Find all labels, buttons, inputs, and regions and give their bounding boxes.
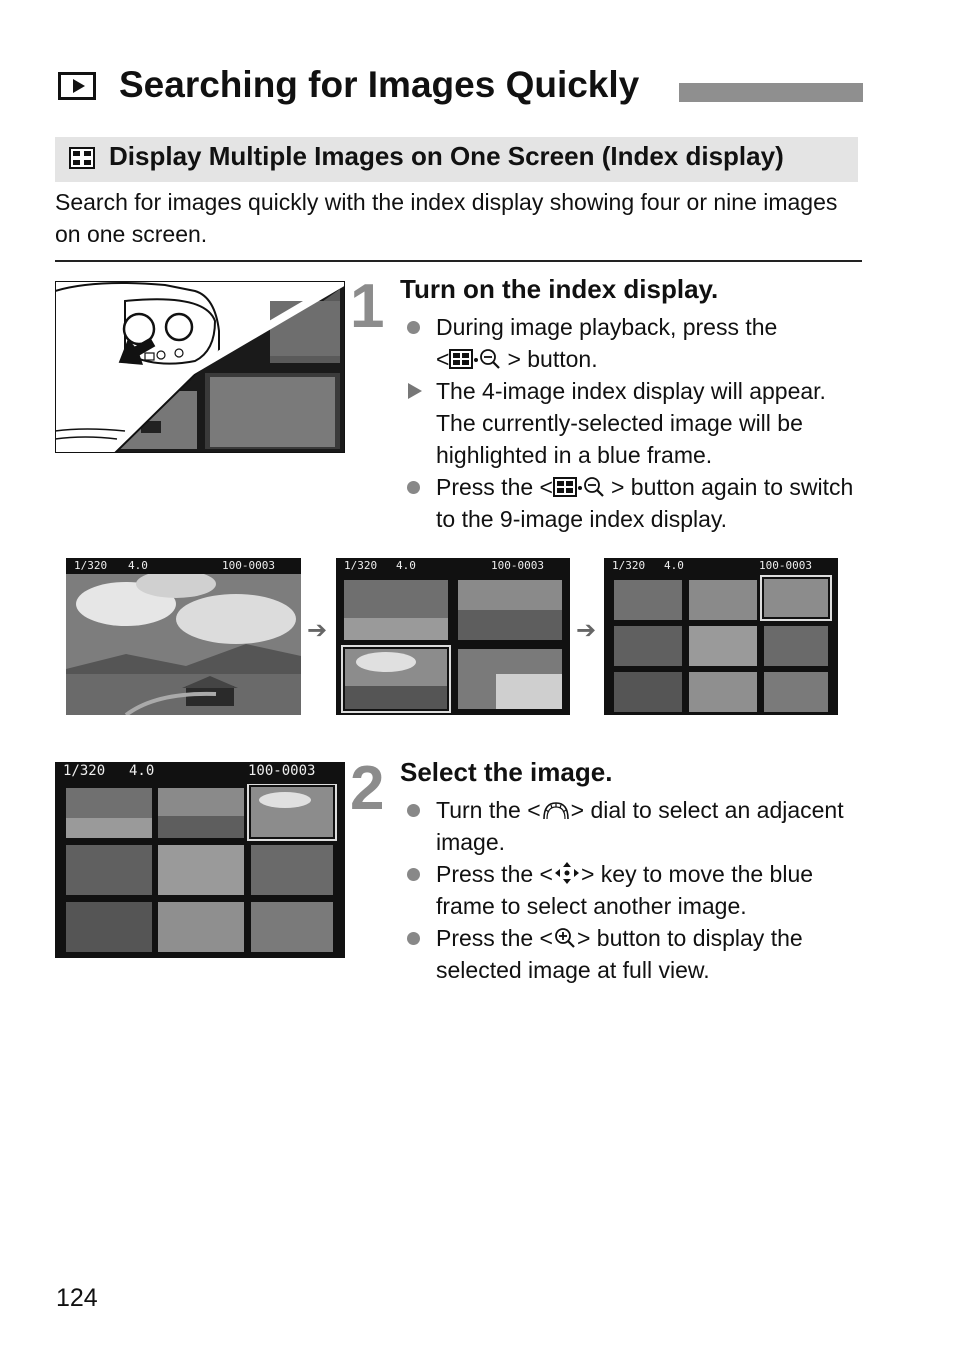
single-image-screen: [66, 558, 301, 715]
list-item: [400, 311, 865, 375]
bullet-text: Press the <: [436, 861, 553, 887]
bullet-text: The 4-image index display will appear. The currently-selected image will be highlighted in a blue frame.: [436, 378, 826, 468]
intro-text: Search for images quickly with the index display showing four or nine images on one screen.: [55, 189, 838, 247]
magnify-button-icon: [553, 927, 577, 949]
main-dial-icon: [541, 799, 571, 821]
screen-info-bar: [336, 558, 570, 574]
step-title-2: Select the image.: [400, 757, 613, 787]
cross-keys-icon: [553, 861, 581, 885]
bullet-dot: [407, 804, 420, 817]
result-arrow-icon: [408, 383, 422, 399]
list-item: [400, 794, 865, 858]
shutter-speed: 1/320: [612, 559, 646, 572]
shutter-speed: 1/320: [344, 559, 378, 572]
arrow-right-icon: ➔: [576, 617, 597, 644]
list-item: [400, 375, 865, 471]
list-item: [400, 922, 865, 986]
step-title-1: Turn on the index display.: [400, 274, 719, 304]
bullet-dot: [407, 932, 420, 945]
screen-info-bar: [66, 558, 301, 574]
aperture-value: 4.0: [396, 559, 416, 572]
four-image-index-screen: [336, 558, 570, 715]
bullet-text: Turn the <: [436, 797, 541, 823]
arrow-right-icon: ➔: [307, 617, 328, 644]
thumbnail-grid: [55, 784, 345, 958]
bullet-text: > key to move the blue frame to select another image.: [436, 861, 814, 919]
bullet-text: > dial to select an adjacent image.: [436, 797, 844, 855]
title-row: [56, 62, 866, 114]
thumbnail-grid: [336, 574, 570, 715]
screen-info-bar: [604, 558, 838, 574]
selection-index-screen: [55, 762, 345, 958]
file-number: 100-0003: [222, 559, 275, 572]
index-display-icon: [69, 147, 95, 169]
bullet-text: > button.: [507, 346, 598, 372]
aperture-value: 4.0: [664, 559, 684, 572]
bullet-text: > button again to switch to the 9-image index display.: [436, 474, 854, 532]
aperture-value: 4.0: [128, 559, 148, 572]
thumbnail-grid: [604, 574, 838, 715]
section-title: Display Multiple Images on One Screen (Index display): [109, 141, 784, 171]
file-number: 100-0003: [491, 559, 544, 572]
index-reduce-button-icon: [553, 476, 611, 498]
bullet-text: <: [436, 346, 450, 372]
nine-image-index-screen: [604, 558, 838, 715]
bullet-text: Press the <: [436, 474, 553, 500]
aperture-value: 4.0: [129, 763, 155, 779]
list-item: [400, 471, 865, 535]
file-number: 100-0003: [248, 763, 316, 779]
file-number: 100-0003: [759, 559, 812, 572]
shutter-speed: 1/320: [63, 763, 106, 779]
bullet-dot: [407, 321, 420, 334]
section-header: [55, 137, 858, 182]
divider: [55, 260, 862, 262]
bullet-dot: [407, 481, 420, 494]
bullet-text: > button to display the selected image at full view.: [436, 925, 803, 983]
step-number-1: 1: [350, 272, 385, 341]
page-title: Searching for Images Quickly: [119, 64, 640, 105]
step-2-bullets: [400, 794, 865, 986]
bullet-text: During image playback, press the: [436, 314, 778, 340]
step-number-2: 2: [350, 754, 385, 823]
bullet-dot: [407, 868, 420, 881]
step-1-bullets: [400, 311, 865, 535]
title-decoration-bar: [679, 83, 863, 102]
camera-illustration: [55, 281, 345, 453]
screen-info-bar: [55, 762, 345, 784]
index-reduce-button-icon: [449, 348, 507, 370]
landscape-photo: [66, 574, 301, 715]
playback-icon: [58, 72, 96, 100]
bullet-text: Press the <: [436, 925, 553, 951]
list-item: [400, 858, 865, 922]
shutter-speed: 1/320: [74, 559, 108, 572]
page-number: 124: [56, 1284, 98, 1312]
